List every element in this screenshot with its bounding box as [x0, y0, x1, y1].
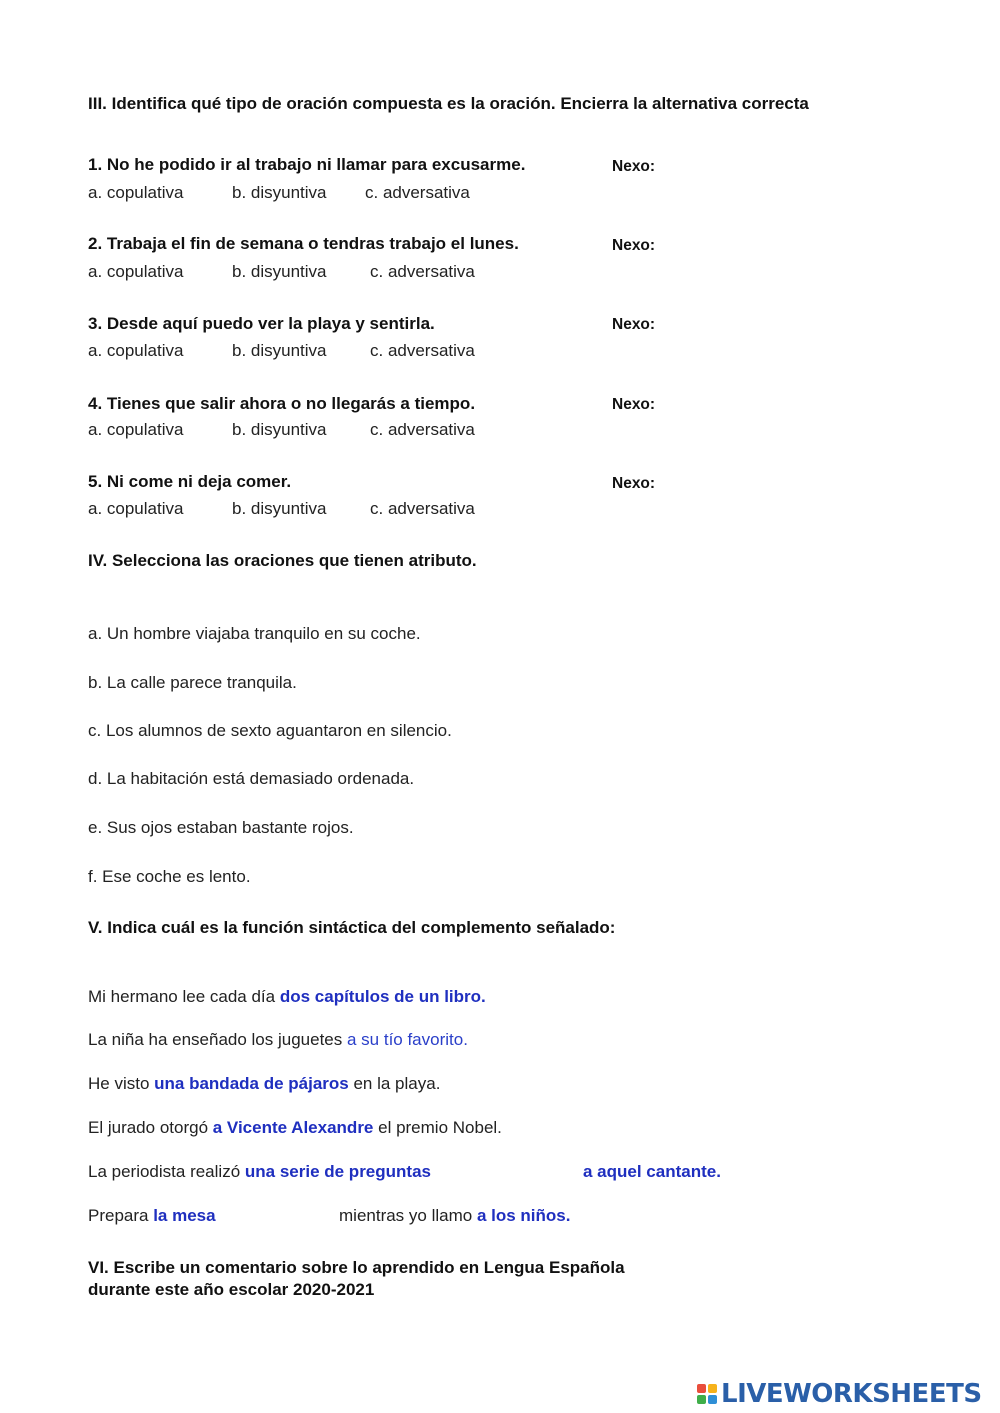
highlighted-complement-2: a los niños.: [476, 1206, 571, 1225]
q4-option-b[interactable]: b. disyuntiva: [232, 420, 327, 439]
sentence-text: He visto: [88, 1074, 155, 1093]
function-sentence-6: [88, 1206, 216, 1226]
q3-option-b[interactable]: b. disyuntiva: [232, 341, 327, 360]
function-sentence-1: [88, 987, 486, 1007]
section-6-title-line-1: VI. Escribe un comentario sobre lo aprendido en Lengua Española: [88, 1258, 625, 1277]
logo-text: LIVEWORKSHEETS: [721, 1379, 982, 1409]
sentence-text: La periodista realizó: [88, 1162, 245, 1181]
q5-option-c[interactable]: c. adversativa: [370, 499, 475, 518]
q2-option-b[interactable]: b. disyuntiva: [232, 262, 327, 281]
nexo-label-2: Nexo:: [612, 237, 656, 254]
q1-option-b[interactable]: b. disyuntiva: [232, 183, 327, 202]
section-5-title: V. Indica cuál es la función sintáctica del complemento señalado:: [88, 918, 616, 937]
q4-option-a[interactable]: a. copulativa: [88, 420, 184, 439]
function-sentence-6-continued: [339, 1206, 570, 1226]
q3-option-c[interactable]: c. adversativa: [370, 341, 475, 360]
q5-option-a[interactable]: a. copulativa: [88, 499, 184, 518]
section-3-title: III. Identifica qué tipo de oración compuesta es la oración. Encierra la alternativa correcta: [88, 94, 809, 113]
section-6-title-line-2: durante este año escolar 2020-2021: [88, 1280, 375, 1299]
highlighted-complement: a su tío favorito.: [346, 1030, 468, 1049]
logo-square-1: [697, 1384, 706, 1393]
question-1: 1. No he podido ir al trabajo ni llamar para excusarme.: [88, 155, 526, 174]
attribute-option-a[interactable]: a. Un hombre viajaba tranquilo en su coche.: [88, 624, 421, 643]
attribute-option-f[interactable]: f. Ese coche es lento.: [88, 867, 251, 886]
highlighted-complement: una bandada de pájaros: [154, 1074, 349, 1093]
q2-option-a[interactable]: a. copulativa: [88, 262, 184, 281]
section-4-title: IV. Selecciona las oraciones que tienen atributo.: [88, 551, 477, 570]
sentence-text: Prepara: [88, 1206, 154, 1225]
logo-square-4: [708, 1395, 717, 1404]
attribute-option-c[interactable]: c. Los alumnos de sexto aguantaron en silencio.: [88, 721, 452, 740]
question-5: 5. Ni come ni deja comer.: [88, 472, 292, 491]
sentence-text: El jurado otorgó: [88, 1118, 213, 1137]
function-sentence-4: [88, 1118, 502, 1138]
question-4: 4. Tienes que salir ahora o no llegarás a tiempo.: [88, 394, 476, 413]
highlighted-complement: a Vicente Alexandre: [212, 1118, 374, 1137]
function-sentence-5: [88, 1162, 431, 1182]
sentence-text: La niña ha enseñado los juguetes: [88, 1030, 347, 1049]
function-sentence-3: [88, 1074, 440, 1094]
nexo-label-1: Nexo:: [612, 158, 656, 175]
sentence-text-middle: mientras yo llamo: [339, 1206, 477, 1225]
liveworksheets-logo: [697, 1377, 982, 1411]
logo-square-2: [708, 1384, 717, 1393]
q4-option-c[interactable]: c. adversativa: [370, 420, 475, 439]
q1-option-c[interactable]: c. adversativa: [365, 183, 470, 202]
sentence-text: Mi hermano lee cada día: [88, 987, 280, 1006]
q5-option-b[interactable]: b. disyuntiva: [232, 499, 327, 518]
q3-option-a[interactable]: a. copulativa: [88, 341, 184, 360]
nexo-label-4: Nexo:: [612, 396, 656, 413]
q2-option-c[interactable]: c. adversativa: [370, 262, 475, 281]
nexo-label-3: Nexo:: [612, 316, 656, 333]
question-2: 2. Trabaja el fin de semana o tendras trabajo el lunes.: [88, 234, 519, 253]
attribute-option-d[interactable]: d. La habitación está demasiado ordenada.: [88, 769, 415, 788]
highlighted-complement-2: a aquel cantante.: [583, 1162, 721, 1181]
nexo-label-5: Nexo:: [612, 475, 656, 492]
sentence-text-end: el premio Nobel.: [373, 1118, 502, 1137]
function-sentence-2: [88, 1030, 468, 1050]
attribute-option-e[interactable]: e. Sus ojos estaban bastante rojos.: [88, 818, 354, 837]
logo-square-3: [697, 1395, 706, 1404]
attribute-option-b[interactable]: b. La calle parece tranquila.: [88, 673, 297, 692]
highlighted-complement-1: la mesa: [153, 1206, 216, 1225]
highlighted-complement-1: una serie de preguntas: [244, 1162, 431, 1181]
question-3: 3. Desde aquí puedo ver la playa y sentirla.: [88, 314, 435, 333]
highlighted-complement: dos capítulos de un libro.: [279, 987, 486, 1006]
sentence-text-end: en la playa.: [348, 1074, 441, 1093]
liveworksheets-logo-icon: [697, 1384, 717, 1404]
q1-option-a[interactable]: a. copulativa: [88, 183, 184, 202]
